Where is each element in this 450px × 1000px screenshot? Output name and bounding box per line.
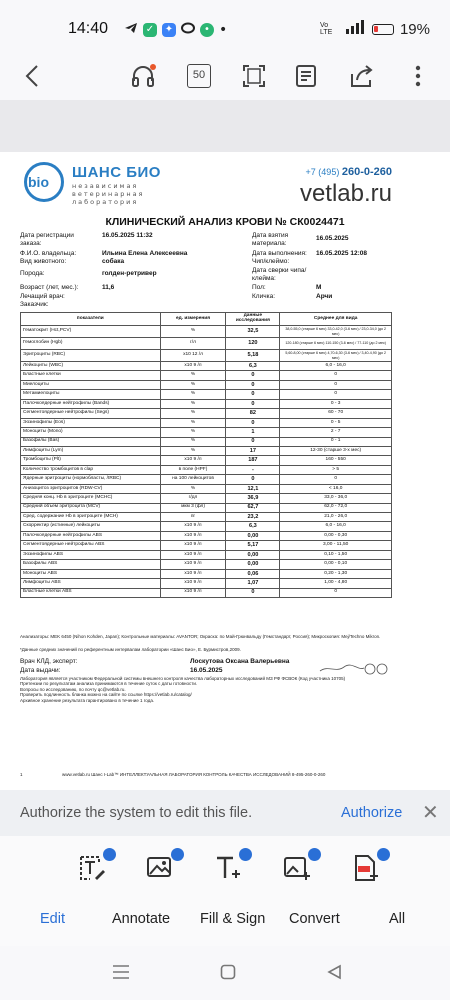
meta-value: Арчи <box>316 293 333 300</box>
unit-cell: % <box>160 428 226 437</box>
brand-sub-line: ветеринарная <box>72 190 145 198</box>
parameter-cell: Лимфоциты ABS <box>21 579 161 588</box>
table-row <box>21 531 392 540</box>
reference-cell: 6,0 - 16,0 <box>280 362 392 371</box>
listen-button[interactable] <box>128 60 158 92</box>
meta-label: Вид животного: <box>20 258 67 265</box>
page-footer <box>20 772 400 777</box>
tab-all[interactable]: All <box>389 911 406 927</box>
unit-cell: х10 9 /л <box>160 560 226 569</box>
reference-cell: < 16,0 <box>280 484 392 493</box>
result-cell: 187 <box>226 456 280 465</box>
reference-cell: 5,60-8,00 (старше 6 мес) 4,70-6,30 (3-6 мес) / 3,40-4,90 (до 2 мес) <box>280 350 392 362</box>
unit-cell: % <box>160 380 226 389</box>
top-toolbar <box>0 52 450 100</box>
unit-cell: % <box>160 418 226 427</box>
issue-label: Дата выдачи: <box>20 667 61 674</box>
dot-icon: • <box>219 21 228 38</box>
reference-cell: 38,0-55,0 (старше 6 мес) 33,0-42,0 (3-6 мес) / 23,0-34,0 (до 2 мес) <box>280 326 392 338</box>
result-cell: 1 <box>226 428 280 437</box>
meta-value: Ильина Елена Алексеевна <box>102 250 188 257</box>
reference-note: *Данные средних значений по референтным интервалам лаборатории «Шанс Био», Е. Бурмистров,2009. <box>20 647 241 652</box>
table-row <box>21 362 392 371</box>
report-title: КЛИНИЧЕСКИЙ АНАЛИЗ КРОВИ № СК0024471 <box>105 216 345 228</box>
parameter-cell: Эозинофилы ABS <box>21 550 161 559</box>
meta-label: Ф.И.О. владельца: <box>20 250 77 257</box>
meta-value: 16.05.2025 <box>316 235 349 242</box>
reference-cell: 0,20 - 1,30 <box>280 569 392 578</box>
parameter-cell: Эритроциты (RBC) <box>21 350 161 362</box>
meta-value: М <box>316 284 322 291</box>
status-right <box>320 20 430 38</box>
doctor-name: Лоскутова Оксана Валерьевна <box>190 658 290 665</box>
parameter-cell: Сред. содержание Hb в эритроците (MCH) <box>21 513 161 522</box>
reference-cell: 0,10 - 1,50 <box>280 550 392 559</box>
reference-cell: 2 - 7 <box>280 428 392 437</box>
brand-sub-line: независимая <box>72 182 139 190</box>
fullscreen-button[interactable] <box>240 60 268 92</box>
battery-icon <box>372 24 394 35</box>
headphones-icon <box>130 63 156 89</box>
meta-label: Дата взятия материала: <box>252 232 289 247</box>
result-cell: 0 <box>226 475 280 484</box>
parameter-cell: Гематокрит (Hct,PCV) <box>21 326 161 338</box>
result-cell: 0,00 <box>226 531 280 540</box>
badge-dot <box>103 848 116 861</box>
brand-subtitle <box>72 182 162 206</box>
result-cell: 1,07 <box>226 579 280 588</box>
edit-text-icon <box>78 854 106 882</box>
footer-text: www.vetlab.ru Шанс I-Lab™ ИНТЕЛЛЕКТУАЛЬНАЯ ЛАБОРАТОРИЯ КОНТРОЛЬ КАЧЕСТВА ИССЛЕДОВАНИЙ 8-495-260-0-260 <box>62 772 326 777</box>
column-header: ед. измерения <box>160 313 226 326</box>
meta-value: голден-ретривер <box>102 270 157 277</box>
parameter-cell: Бластные клетки <box>21 371 161 380</box>
more-vertical-icon <box>415 65 421 87</box>
table-row <box>21 541 392 550</box>
doctor-label: Врач КЛД, эксперт: <box>20 658 78 665</box>
parameter-cell: Палочкоядерные нейтрофилы ABS <box>21 531 161 540</box>
tab-annotate[interactable]: Annotate <box>112 911 171 927</box>
edit-text-tool[interactable] <box>78 854 108 882</box>
parameter-cell: Базофилы ABS <box>21 560 161 569</box>
circle-icon <box>181 20 195 39</box>
signature-stamp-icon <box>318 660 388 672</box>
legal-line: Вопросы по исследованию, по почту qc@vetlab.ru. <box>20 686 126 692</box>
result-cell: 36,9 <box>226 494 280 503</box>
more-button[interactable] <box>408 60 428 92</box>
result-cell: 0 <box>226 418 280 427</box>
unit-cell: % <box>160 399 226 408</box>
table-row <box>21 350 392 362</box>
meta-label: Дата выполнения: <box>252 250 307 257</box>
result-cell: 6,3 <box>226 522 280 531</box>
unit-cell: х10 9 /л <box>160 456 226 465</box>
table-row <box>21 338 392 350</box>
result-cell: 23,2 <box>226 513 280 522</box>
table-row <box>21 465 392 474</box>
meta-label: Возраст (лет, мес.): <box>20 284 79 291</box>
unit-cell: % <box>160 371 226 380</box>
result-cell: 0,06 <box>226 569 280 578</box>
table-row <box>21 569 392 578</box>
reference-cell: 6,0 - 16,0 <box>280 522 392 531</box>
parameter-cell: Средняя конц. Hb в эритроците (MCHC) <box>21 494 161 503</box>
parameter-cell: Средний объем эритроцита (MCV) <box>21 503 161 512</box>
reference-cell: 0 - 3 <box>280 399 392 408</box>
volte-label: Vo LTE <box>319 22 333 36</box>
telegram-icon <box>124 20 138 39</box>
result-cell: 0 <box>226 371 280 380</box>
result-cell: 6,3 <box>226 362 280 371</box>
badge-dot <box>308 848 321 861</box>
phone-number: 260-0-260 <box>341 166 392 178</box>
table-row <box>21 399 392 408</box>
lab-website: vetlab.ru <box>299 180 392 207</box>
table-row <box>21 428 392 437</box>
table-row <box>21 409 392 418</box>
notification-icons <box>124 20 227 39</box>
add-image-tool[interactable] <box>283 854 313 882</box>
result-cell: 5,18 <box>226 350 280 362</box>
phone-prefix: +7 (495) <box>305 167 340 177</box>
table-header-row <box>21 313 392 326</box>
unit-cell: % <box>160 484 226 493</box>
pdf-icon <box>352 854 380 882</box>
meta-value: 11,6 <box>102 284 115 291</box>
badge-dot <box>171 848 184 861</box>
table-row <box>21 437 392 446</box>
parameter-cell: Миелоциты <box>21 380 161 389</box>
menu-icon[interactable] <box>112 964 130 984</box>
parameter-cell: Ядерные эритроциты (нормобласты, /tRBC) <box>21 475 161 484</box>
table-row <box>21 560 392 569</box>
reference-cell: 0,00 - 0,30 <box>280 531 392 540</box>
page-count-button[interactable] <box>185 60 213 92</box>
table-row <box>21 475 392 484</box>
unit-cell: х10 12 /л <box>160 350 226 362</box>
result-cell: 17 <box>226 446 280 455</box>
back-button[interactable] <box>18 60 46 92</box>
add-text-icon <box>214 854 242 882</box>
column-header: данные исследования <box>226 313 280 326</box>
result-cell: 0,00 <box>226 560 280 569</box>
table-row <box>21 513 392 522</box>
parameter-cell: Моноциты ABS <box>21 569 161 578</box>
share-icon <box>349 64 375 88</box>
parameter-cell: Скорректир (истинные) лейкоциты <box>21 522 161 531</box>
legal-line: Архивное хранение результата гарантировано в течение 1 года. <box>20 697 155 703</box>
parameter-cell: Количество тромбоцитов в clap <box>21 465 161 474</box>
table-row <box>21 446 392 455</box>
table-row <box>21 326 392 338</box>
results-table <box>20 312 392 598</box>
table-row <box>21 550 392 559</box>
parameter-cell: Гемоглобин (Hgb) <box>21 338 161 350</box>
unit-cell: х10 9 /л <box>160 569 226 578</box>
meta-label: Кличка: <box>252 293 276 300</box>
legal-line: Проверить подлинность бланка можно на сайте по ссылке https://vetlab.ru/catalog/ <box>20 692 192 698</box>
legal-line: Лаборатория является участником Федеральной системы внешнего контроля качества лабораторных исследований МЗ РФ ФСВОК (Код участника 10705) <box>20 676 346 681</box>
unit-cell: % <box>160 437 226 446</box>
reference-cell: 0 <box>280 588 392 597</box>
meta-label: Заказчик: <box>20 301 49 308</box>
authorize-button[interactable]: Authorize <box>341 805 403 821</box>
app-icon: ✦ <box>162 23 176 37</box>
back-nav-icon[interactable] <box>326 964 342 984</box>
parameter-cell: Сегментоядерные нейтрофилы ABS <box>21 541 161 550</box>
result-cell: 0 <box>226 399 280 408</box>
share-button[interactable] <box>347 60 377 92</box>
reference-cell: 1,00 - 4,80 <box>280 579 392 588</box>
tab-edit[interactable]: Edit <box>40 911 65 927</box>
parameter-cell: Анизоцитоз эритроцитов (RDW-CV) <box>21 484 161 493</box>
legal-line: Претензии по результатам анализа принимаются в течение суток с даты готовности. <box>20 681 198 687</box>
pdf-add-tool[interactable] <box>352 854 382 882</box>
page-count: 50 <box>187 64 211 88</box>
image-icon <box>146 854 174 882</box>
page-number: 1 <box>20 772 23 777</box>
table-row <box>21 522 392 531</box>
authorize-message: Authorize the system to edit this file. <box>20 805 253 821</box>
reference-cell: 0 <box>280 380 392 389</box>
unit-cell: х10 9 /л <box>160 522 226 531</box>
bottom-tools <box>0 836 450 946</box>
reference-cell: 0 - 5 <box>280 418 392 427</box>
meta-label: Дата сверки чипа/клейма: <box>252 267 307 282</box>
unit-cell: х10 9 /л <box>160 579 226 588</box>
home-icon[interactable] <box>220 964 236 984</box>
meta-label: Лечащий врач: <box>20 293 65 300</box>
unit-cell: г/дл <box>160 494 226 503</box>
reference-cell: 3,00 - 11,50 <box>280 541 392 550</box>
reference-cell: 120-180 (старше 6 мес) 110-150 (3-6 мес) / 77-110 (до 2 мес) <box>280 338 392 350</box>
meta-label: Чип/клеймо: <box>252 258 290 265</box>
parameter-cell: Лимфоциты (Lym) <box>21 446 161 455</box>
meta-value: 16.05.2025 12:08 <box>316 250 367 257</box>
unit-cell: % <box>160 390 226 399</box>
result-cell: - <box>226 465 280 474</box>
column-header: Среднее для вида <box>280 313 392 326</box>
table-row <box>21 380 392 389</box>
table-row <box>21 418 392 427</box>
result-cell: 0,00 <box>226 550 280 559</box>
result-cell: 120 <box>226 338 280 350</box>
reference-cell: 160 - 550 <box>280 456 392 465</box>
issue-date: 16.05.2025 <box>190 667 223 674</box>
analyzer-note: Анализаторы: MEK 6450 (Nihon Kohden, Japan); Контрольные материалы: AVANTOR; Окраска: по Май-Грюнвальду (Гемстандарт, Россия); Микроскопия: Mej/Techno Mikron. <box>20 634 381 639</box>
tab-convert[interactable]: Convert <box>289 911 340 927</box>
result-cell: 12,1 <box>226 484 280 493</box>
badge-dot <box>377 848 390 861</box>
unit-cell: на 100 лейкоцитов <box>160 475 226 484</box>
parameter-cell: Эозинофилы (Eos) <box>21 418 161 427</box>
result-cell: 0 <box>226 437 280 446</box>
tab-fill-sign[interactable]: Fill & Sign <box>200 911 266 927</box>
meta-label: Порода: <box>20 270 45 277</box>
parameter-cell: Моноциты (Mono) <box>21 428 161 437</box>
unit-cell: пг <box>160 513 226 522</box>
result-cell: 0 <box>226 380 280 389</box>
table-row <box>21 588 392 597</box>
table-row <box>21 371 392 380</box>
clock: 14:40 <box>68 20 109 37</box>
reference-cell: 12-30 (старше 3-х мес) <box>280 446 392 455</box>
unit-cell: % <box>160 446 226 455</box>
meta-value: 16.05.2025 11:32 <box>102 232 153 239</box>
reference-cell: 62,0 - 72,0 <box>280 503 392 512</box>
unit-cell: г/л <box>160 338 226 350</box>
logo-text: bio <box>28 174 49 190</box>
table-row <box>21 484 392 493</box>
signal-icon <box>344 20 366 38</box>
reference-cell: 21,0 - 26,0 <box>280 513 392 522</box>
meta-label: Дата регистрации заказа: <box>20 232 74 247</box>
table-row <box>21 390 392 399</box>
unit-cell: х10 9 /л <box>160 362 226 371</box>
unit-cell: х10 9 /л <box>160 541 226 550</box>
add-image-icon <box>283 854 311 882</box>
unit-cell: % <box>160 409 226 418</box>
document-icon <box>295 64 317 88</box>
reference-cell: 0 <box>280 475 392 484</box>
result-cell: 32,5 <box>226 326 280 338</box>
close-icon[interactable]: ✕ <box>422 800 439 824</box>
crop-icon <box>243 65 265 87</box>
parameter-cell: Бластные клетки ABS <box>21 588 161 597</box>
app-icon: ✓ <box>143 23 157 37</box>
result-cell: 5,17 <box>226 541 280 550</box>
reference-cell: 0,00 - 0,10 <box>280 560 392 569</box>
unit-cell: мкм 3 (фл) <box>160 503 226 512</box>
column-header: показатели <box>21 313 161 326</box>
edit-image-tool[interactable] <box>146 854 176 882</box>
result-cell: 82 <box>226 409 280 418</box>
battery-level: 19% <box>399 20 430 38</box>
parameter-cell: Сегментоядерные нейтрофилы (Segs) <box>21 409 161 418</box>
reflow-button[interactable] <box>292 60 320 92</box>
result-cell: 62,7 <box>226 503 280 512</box>
brand-sub-line: лаборатория <box>72 198 139 206</box>
lab-phone <box>306 166 392 178</box>
table-row <box>21 503 392 512</box>
reference-cell: 0 <box>280 371 392 380</box>
unit-cell: х10 9 /л <box>160 588 226 597</box>
reference-cell: 0 <box>280 390 392 399</box>
app-icon: • <box>200 23 214 37</box>
parameter-cell: Тромбоциты (Plt) <box>21 456 161 465</box>
unit-cell: в поле (HPF) <box>160 465 226 474</box>
parameter-cell: Базофилы (Bas) <box>21 437 161 446</box>
legal-text <box>20 676 400 703</box>
unit-cell: х10 9 /л <box>160 531 226 540</box>
authorize-banner <box>0 790 450 836</box>
reference-cell: > 5 <box>280 465 392 474</box>
result-cell: 0 <box>226 390 280 399</box>
meta-label: Пол: <box>252 284 266 291</box>
add-text-tool[interactable] <box>214 854 244 882</box>
table-row <box>21 579 392 588</box>
meta-value: собака <box>102 258 125 265</box>
reference-cell: 60 - 70 <box>280 409 392 418</box>
table-row <box>21 494 392 503</box>
result-cell: 0 <box>226 588 280 597</box>
unit-cell: х10 9 /л <box>160 550 226 559</box>
parameter-cell: Палочкоядерные нейтрофилы (Bands) <box>21 399 161 408</box>
reference-cell: 0 - 1 <box>280 437 392 446</box>
status-bar <box>0 0 450 52</box>
system-nav-bar <box>0 946 450 1000</box>
parameter-cell: Метамиелоциты <box>21 390 161 399</box>
parameter-cell: Лейкоциты (WBC) <box>21 362 161 371</box>
table-row <box>21 456 392 465</box>
badge-dot <box>239 848 252 861</box>
brand-name: ШАНС БИО <box>72 164 161 181</box>
reference-cell: 33,0 - 36,0 <box>280 494 392 503</box>
unit-cell: % <box>160 326 226 338</box>
